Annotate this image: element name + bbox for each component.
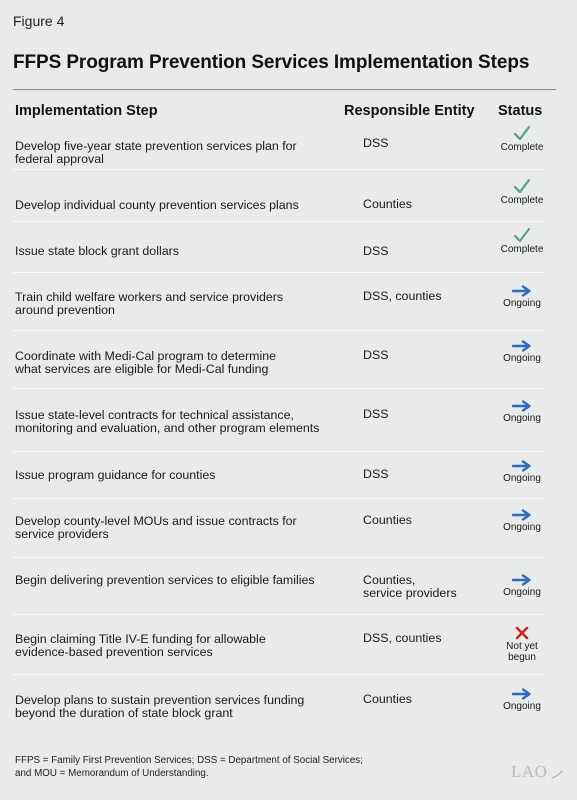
entity-text-line: DSS xyxy=(363,244,389,258)
entity-cell xyxy=(363,137,503,150)
status-label: begun xyxy=(508,652,536,663)
check-icon xyxy=(513,125,531,141)
status-label: Complete xyxy=(500,195,544,206)
arrow-right-icon xyxy=(512,574,532,586)
status-cell xyxy=(490,509,554,533)
table-row xyxy=(13,388,545,452)
status-cell xyxy=(490,460,554,484)
step-cell xyxy=(15,291,335,316)
status-cell xyxy=(490,574,554,598)
status-label: Ongoing xyxy=(503,473,541,484)
lao-logo: LAO xyxy=(511,762,548,781)
entity-text-line: service providers xyxy=(363,586,457,600)
table-row xyxy=(13,498,545,558)
status-label: Ongoing xyxy=(503,701,541,712)
title-divider xyxy=(13,89,556,90)
entity-text-line: Counties xyxy=(363,692,412,706)
status-label: Complete xyxy=(500,244,544,255)
step-text-line: what services are eligible for Medi-Cal funding xyxy=(15,361,269,376)
table-row xyxy=(13,120,545,170)
step-cell xyxy=(15,409,335,434)
step-text-line: Develop individual county prevention services plans xyxy=(15,198,299,212)
table-row xyxy=(13,221,545,273)
footnote xyxy=(15,754,435,780)
entity-text-line: Counties xyxy=(363,513,412,527)
step-text-line: Develop county-level MOUs and issue contracts for xyxy=(15,514,297,528)
header-status: Status xyxy=(498,103,543,119)
status-cell xyxy=(490,285,554,309)
x-mark-icon xyxy=(515,626,529,640)
step-text-line: service providers xyxy=(15,526,109,541)
entity-text-line: DSS xyxy=(363,407,389,421)
step-cell xyxy=(15,199,335,212)
status-label: Ongoing xyxy=(503,413,541,424)
entity-cell xyxy=(363,574,503,600)
step-text-line: Begin claiming Title IV-E funding for allowable xyxy=(15,632,266,646)
entity-cell xyxy=(363,693,503,706)
arrow-right-icon xyxy=(512,688,532,700)
status-cell xyxy=(490,626,554,663)
step-cell xyxy=(15,515,335,540)
table-row xyxy=(13,614,545,675)
entity-text-line: DSS, counties xyxy=(363,631,442,645)
entity-cell xyxy=(363,198,503,211)
step-cell xyxy=(15,245,335,258)
step-cell xyxy=(15,469,335,482)
entity-cell xyxy=(363,408,503,421)
step-cell xyxy=(15,350,335,375)
arrow-right-icon xyxy=(512,400,532,412)
step-text-line: Issue program guidance for counties xyxy=(15,468,216,482)
step-text-line: monitoring and evaluation, and other program elements xyxy=(15,420,320,435)
step-text-line: Begin delivering prevention services to eligible families xyxy=(15,573,315,587)
status-label: Ongoing xyxy=(503,298,541,309)
step-text-line: Develop plans to sustain prevention services funding xyxy=(15,693,305,707)
entity-text-line: DSS xyxy=(363,348,389,362)
status-cell xyxy=(490,688,554,712)
check-icon xyxy=(513,227,531,243)
step-cell xyxy=(15,574,335,587)
entity-cell xyxy=(363,632,503,645)
status-cell xyxy=(490,178,554,206)
table-row xyxy=(13,272,545,331)
step-cell xyxy=(15,633,335,658)
entity-text-line: Counties, xyxy=(363,573,416,587)
step-text-line: Coordinate with Medi-Cal program to determine xyxy=(15,349,277,363)
step-cell xyxy=(15,140,335,165)
arrow-right-icon xyxy=(512,460,532,472)
arrow-right-icon xyxy=(512,509,532,521)
status-label: Not yet xyxy=(506,641,538,652)
step-text-line: Issue state block grant dollars xyxy=(15,244,179,258)
page-title: FFPS Program Prevention Services Implementation Steps xyxy=(13,52,530,73)
arrow-right-icon xyxy=(512,340,532,352)
entity-cell xyxy=(363,514,503,527)
step-text-line: beyond the duration of state block grant xyxy=(15,705,233,720)
entity-cell xyxy=(363,349,503,362)
status-cell xyxy=(490,400,554,424)
entity-cell xyxy=(363,290,503,303)
step-text-line: Train child welfare workers and service providers xyxy=(15,290,284,304)
header-implementation-step: Implementation Step xyxy=(15,103,158,119)
status-label: Complete xyxy=(500,142,544,153)
status-cell xyxy=(490,125,554,153)
entity-text-line: DSS, counties xyxy=(363,289,442,303)
step-text-line: federal approval xyxy=(15,151,104,166)
table-row xyxy=(13,451,545,499)
status-label: Ongoing xyxy=(503,353,541,364)
status-label: Ongoing xyxy=(503,522,541,533)
entity-cell xyxy=(363,245,503,258)
step-cell xyxy=(15,694,335,719)
footnote-line: FFPS = Family First Prevention Services; DSS = Department of Social Services; xyxy=(15,755,363,766)
status-cell xyxy=(490,340,554,364)
figure-label: Figure 4 xyxy=(13,13,65,29)
entity-text-line: DSS xyxy=(363,136,389,150)
entity-text-line: DSS xyxy=(363,467,389,481)
step-text-line: Develop five-year state prevention services plan for xyxy=(15,139,297,153)
status-cell xyxy=(490,227,554,255)
footnote-line: and MOU = Memorandum of Understanding. xyxy=(15,768,209,779)
step-text-line: around prevention xyxy=(15,302,115,317)
arrow-right-icon xyxy=(512,285,532,297)
table-row xyxy=(13,330,545,389)
table-row xyxy=(13,169,545,222)
step-text-line: Issue state-level contracts for technical assistance, xyxy=(15,408,294,422)
entity-cell xyxy=(363,468,503,481)
table-row xyxy=(13,674,545,734)
check-icon xyxy=(513,178,531,194)
header-responsible-entity: Responsible Entity xyxy=(344,103,475,119)
logo-swoosh-icon xyxy=(551,770,563,780)
entity-text-line: Counties xyxy=(363,197,412,211)
status-label: Ongoing xyxy=(503,587,541,598)
step-text-line: evidence-based prevention services xyxy=(15,644,213,659)
table-row xyxy=(13,557,545,615)
